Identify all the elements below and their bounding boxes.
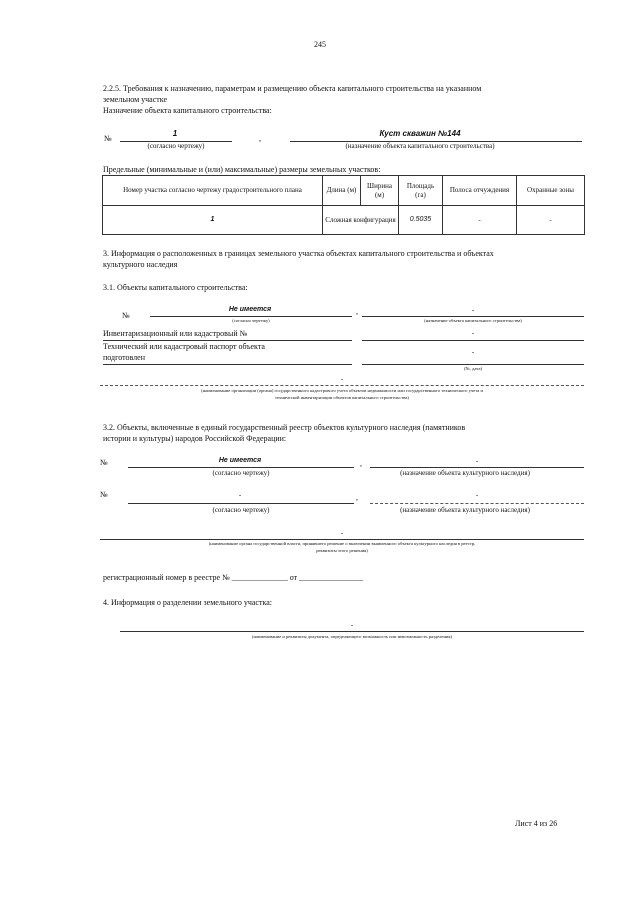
cell-plot-number: 1: [103, 206, 323, 235]
sizes-table: [102, 175, 585, 235]
heritage-number-caption: (согласно чертежу): [212, 506, 270, 514]
header-plot-number: Номер участка согласно чертежу градостроительного плана: [103, 176, 323, 206]
inventory-line-right: [362, 340, 584, 341]
heritage-name-value: -: [475, 491, 479, 499]
cell-exclusion-strip: -: [443, 206, 517, 235]
section-32-heading-line2: истории и культуры) народов Российской Федерации:: [103, 434, 287, 443]
org-caption-line2: технической инвентаризации объектов капитального строительства): [275, 395, 409, 400]
division-line: [120, 631, 584, 632]
header-protected-zones: Охранные зоны: [517, 176, 585, 206]
section-225-heading-line2: земельном участке: [103, 95, 168, 104]
cell-area: 0.5035: [399, 206, 443, 235]
number-sign: №: [104, 134, 112, 143]
section-32-heading-line1: 3.2. Объекты, включенные в единый государственный реестр объектов культурного наследия (памятников: [103, 423, 466, 432]
passport-value: -: [471, 348, 475, 356]
section-31-heading: 3.1. Объекты капитального строительства:: [103, 283, 248, 292]
object-number-value: 1: [172, 129, 178, 138]
inventory-value: -: [471, 329, 475, 337]
sizes-table-label: Предельные (минимальные и (или) максимальные) размеры земельных участков:: [103, 165, 381, 174]
number-sign: №: [100, 458, 108, 467]
number-sign: №: [122, 311, 130, 320]
heritage-number-line: [128, 467, 354, 468]
sheet-number: Лист 4 из 26: [515, 819, 558, 828]
section-3-heading-line1: 3. Информация о расположенных в границах земельного участка объектах капитального строительства и объектах: [103, 249, 494, 258]
header-area: Площадь (га): [399, 176, 443, 206]
heritage-number-value: Не имеется: [218, 457, 262, 464]
object-name-value: Куст скважин №144: [379, 129, 461, 138]
header-length: Длина (м): [323, 176, 361, 206]
registry-number-line: регистрационный номер в реестре № ______________ от ________________: [103, 573, 364, 582]
sizes-table-header-row: [103, 176, 585, 206]
comma: ,: [356, 493, 358, 502]
passport-label-line1: Технический или кадастровый паспорт объекта: [103, 342, 265, 351]
section-3-heading-line2: культурного наследия: [103, 260, 178, 269]
division-value: -: [350, 621, 354, 629]
heritage-name-caption: (назначение объекта культурного наследия): [400, 506, 530, 514]
section-4-heading: 4. Информация о разделении земельного участка:: [103, 598, 272, 607]
org-value: -: [340, 375, 344, 383]
authority-caption-line2: реквизиты этого решения): [316, 548, 368, 553]
authority-value: -: [340, 529, 344, 537]
heritage-name-caption: (назначение объекта культурного наследия): [400, 469, 530, 477]
authority-caption-line1: (наименование органа государственной власти, принявшего решение о включении выявленного объекта культурного наследия в реестр,: [208, 541, 476, 546]
sizes-table-row: [103, 206, 585, 235]
cs-number-value: Не имеется: [228, 306, 272, 313]
heritage-name-value: -: [475, 457, 479, 465]
passport-label-line2: подготовлен: [103, 353, 145, 362]
authority-line: [100, 539, 584, 540]
cell-protected-zones: -: [517, 206, 585, 235]
heritage-number-value: -: [238, 491, 242, 499]
cs-number-line: [150, 316, 352, 317]
inventory-label: Инвентаризационный или кадастровый №: [103, 329, 248, 338]
org-caption-line1: (наименование организации (органа) государственного кадастрового учета объектов недвижимости или государственного технического учета и: [201, 388, 483, 393]
heritage-number-caption: (согласно чертежу): [212, 469, 270, 477]
comma: ,: [259, 134, 261, 143]
cs-name-value: -: [471, 306, 475, 314]
purpose-label: Назначение объекта капитального строительства:: [103, 106, 272, 115]
passport-caption: (№, дата): [463, 366, 483, 371]
header-width: Ширина (м): [361, 176, 399, 206]
org-line: [100, 385, 584, 386]
section-225-heading-line1: 2.2.5. Требования к назначению, параметрам и размещению объекта капитального строительства на указанном: [103, 84, 482, 93]
cs-number-caption: (согласно чертежу): [232, 318, 270, 323]
heritage-name-line: [370, 467, 584, 468]
number-sign: №: [100, 490, 108, 499]
division-caption: (наименование и реквизиты документа, определяющего возможность или невозможность разделения): [251, 634, 453, 639]
passport-line-left: [103, 364, 352, 365]
comma: ,: [360, 459, 362, 468]
comma: ,: [356, 307, 358, 316]
page-number: 245: [314, 40, 326, 49]
cell-configuration: Сложная конфигурация: [323, 206, 399, 235]
object-number-caption: (согласно чертежу): [147, 142, 205, 150]
header-exclusion-strip: Полоса отчуждения: [443, 176, 517, 206]
inventory-line-left: [103, 340, 352, 341]
heritage-number-line: [128, 503, 354, 504]
heritage-name-line: [370, 503, 584, 504]
cs-name-caption: (назначение объекта капитального строительства): [424, 318, 522, 323]
passport-line-right: [362, 364, 584, 365]
object-name-caption: (назначение объекта капитального строительства): [345, 142, 495, 150]
cs-name-line: [362, 316, 584, 317]
